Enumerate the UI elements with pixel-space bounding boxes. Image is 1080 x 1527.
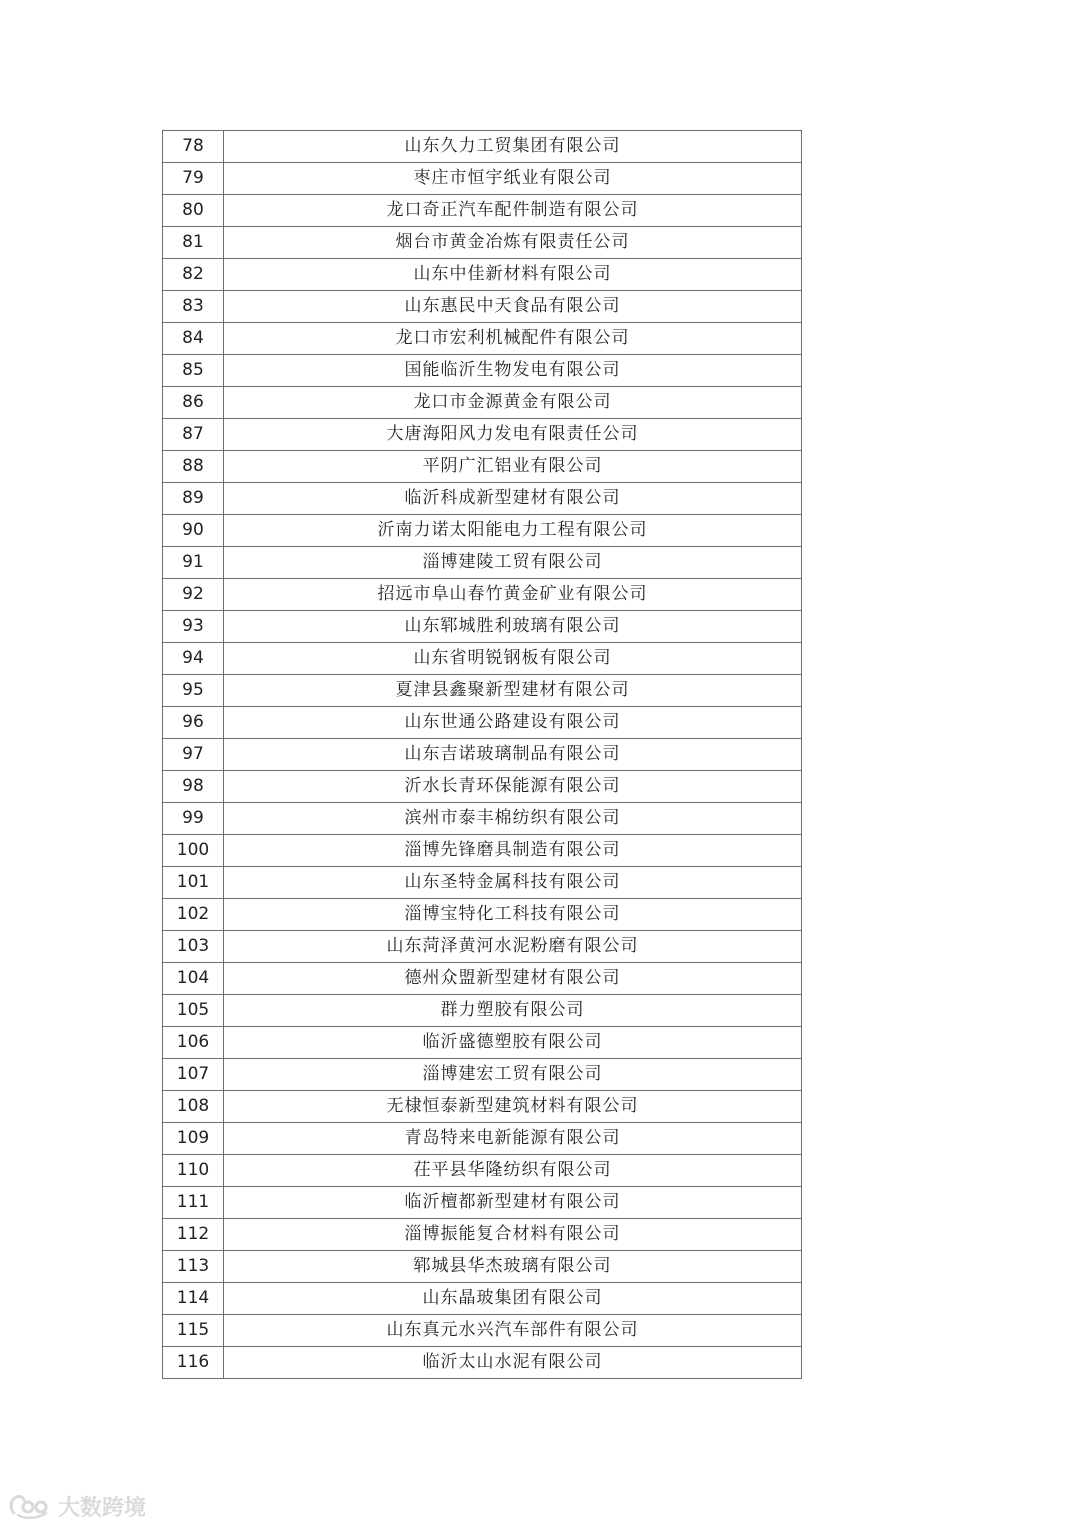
company-list-table [162,130,802,1379]
row-number: 95 [163,675,224,707]
row-number: 114 [163,1283,224,1315]
row-number: 84 [163,323,224,355]
table-row [163,643,802,675]
row-number: 108 [163,1091,224,1123]
table-row [163,1123,802,1155]
company-name: 淄博先锋磨具制造有限公司 [224,835,802,867]
row-number: 88 [163,451,224,483]
table-row [163,675,802,707]
company-name: 沂水长青环保能源有限公司 [224,771,802,803]
table-row [163,163,802,195]
watermark-text: 大数跨境 [58,1495,147,1521]
table-row [163,1347,802,1379]
company-name: 淄博振能复合材料有限公司 [224,1219,802,1251]
table-row [163,483,802,515]
table-body [163,131,802,1379]
row-number: 93 [163,611,224,643]
row-number: 97 [163,739,224,771]
table-row [163,707,802,739]
table-row [163,419,802,451]
company-name: 龙口奇正汽车配件制造有限公司 [224,195,802,227]
company-name: 国能临沂生物发电有限公司 [224,355,802,387]
table-row [163,835,802,867]
company-name: 无棣恒泰新型建筑材料有限公司 [224,1091,802,1123]
company-name: 临沂科成新型建材有限公司 [224,483,802,515]
row-number: 89 [163,483,224,515]
table-row [163,131,802,163]
company-name: 山东吉诺玻璃制品有限公司 [224,739,802,771]
company-name: 烟台市黄金冶炼有限责任公司 [224,227,802,259]
row-number: 106 [163,1027,224,1059]
table-row [163,995,802,1027]
table-row [163,195,802,227]
company-name: 淄博建宏工贸有限公司 [224,1059,802,1091]
watermark [8,1488,146,1524]
row-number: 116 [163,1347,224,1379]
table-row [163,259,802,291]
company-name: 滨州市泰丰棉纺织有限公司 [224,803,802,835]
table-row [163,931,802,963]
table-row [163,227,802,259]
row-number: 107 [163,1059,224,1091]
company-name: 平阴广汇铝业有限公司 [224,451,802,483]
company-name: 青岛特来电新能源有限公司 [224,1123,802,1155]
row-number: 100 [163,835,224,867]
table-row [163,355,802,387]
row-number: 87 [163,419,224,451]
table-row [163,771,802,803]
row-number: 102 [163,899,224,931]
table-row [163,515,802,547]
company-name: 郓城县华杰玻璃有限公司 [224,1251,802,1283]
company-name: 山东圣特金属科技有限公司 [224,867,802,899]
row-number: 109 [163,1123,224,1155]
company-name: 山东晶玻集团有限公司 [224,1283,802,1315]
company-name: 山东惠民中天食品有限公司 [224,291,802,323]
row-number: 83 [163,291,224,323]
row-number: 113 [163,1251,224,1283]
row-number: 111 [163,1187,224,1219]
row-number: 92 [163,579,224,611]
row-number: 103 [163,931,224,963]
table-row [163,899,802,931]
table-row [163,291,802,323]
table-row [163,611,802,643]
table-row [163,1219,802,1251]
table-row [163,803,802,835]
table-row [163,1059,802,1091]
row-number: 112 [163,1219,224,1251]
row-number: 86 [163,387,224,419]
row-number: 98 [163,771,224,803]
company-name: 茌平县华隆纺织有限公司 [224,1155,802,1187]
brand-logo-icon [8,1491,52,1521]
row-number: 78 [163,131,224,163]
row-number: 94 [163,643,224,675]
row-number: 80 [163,195,224,227]
table-row [163,387,802,419]
company-name: 山东真元水兴汽车部件有限公司 [224,1315,802,1347]
company-name: 山东省明锐钢板有限公司 [224,643,802,675]
company-name: 山东郓城胜利玻璃有限公司 [224,611,802,643]
company-name: 山东世通公路建设有限公司 [224,707,802,739]
table-row [163,1187,802,1219]
row-number: 115 [163,1315,224,1347]
table-row [163,579,802,611]
company-name: 临沂盛德塑胶有限公司 [224,1027,802,1059]
table-row [163,1283,802,1315]
company-name: 山东菏泽黄河水泥粉磨有限公司 [224,931,802,963]
company-name: 山东中佳新材料有限公司 [224,259,802,291]
table-row [163,867,802,899]
company-name: 枣庄市恒宇纸业有限公司 [224,163,802,195]
table-row [163,1155,802,1187]
row-number: 110 [163,1155,224,1187]
table-row [163,739,802,771]
company-name: 沂南力诺太阳能电力工程有限公司 [224,515,802,547]
company-name: 招远市阜山春竹黄金矿业有限公司 [224,579,802,611]
table-row [163,451,802,483]
row-number: 105 [163,995,224,1027]
company-name: 大唐海阳风力发电有限责任公司 [224,419,802,451]
company-name: 淄博建陵工贸有限公司 [224,547,802,579]
company-name: 龙口市金源黄金有限公司 [224,387,802,419]
row-number: 90 [163,515,224,547]
company-name: 临沂檀都新型建材有限公司 [224,1187,802,1219]
table-row [163,1251,802,1283]
row-number: 82 [163,259,224,291]
table-row [163,323,802,355]
table-row [163,1027,802,1059]
row-number: 91 [163,547,224,579]
company-name: 淄博宝特化工科技有限公司 [224,899,802,931]
company-name: 临沂太山水泥有限公司 [224,1347,802,1379]
row-number: 79 [163,163,224,195]
company-name: 群力塑胶有限公司 [224,995,802,1027]
row-number: 104 [163,963,224,995]
row-number: 85 [163,355,224,387]
row-number: 81 [163,227,224,259]
company-name: 德州众盟新型建材有限公司 [224,963,802,995]
table-row [163,963,802,995]
table-row [163,547,802,579]
table-row [163,1091,802,1123]
table-row [163,1315,802,1347]
company-name: 龙口市宏利机械配件有限公司 [224,323,802,355]
company-name: 山东久力工贸集团有限公司 [224,131,802,163]
row-number: 101 [163,867,224,899]
row-number: 96 [163,707,224,739]
row-number: 99 [163,803,224,835]
company-name: 夏津县鑫聚新型建材有限公司 [224,675,802,707]
